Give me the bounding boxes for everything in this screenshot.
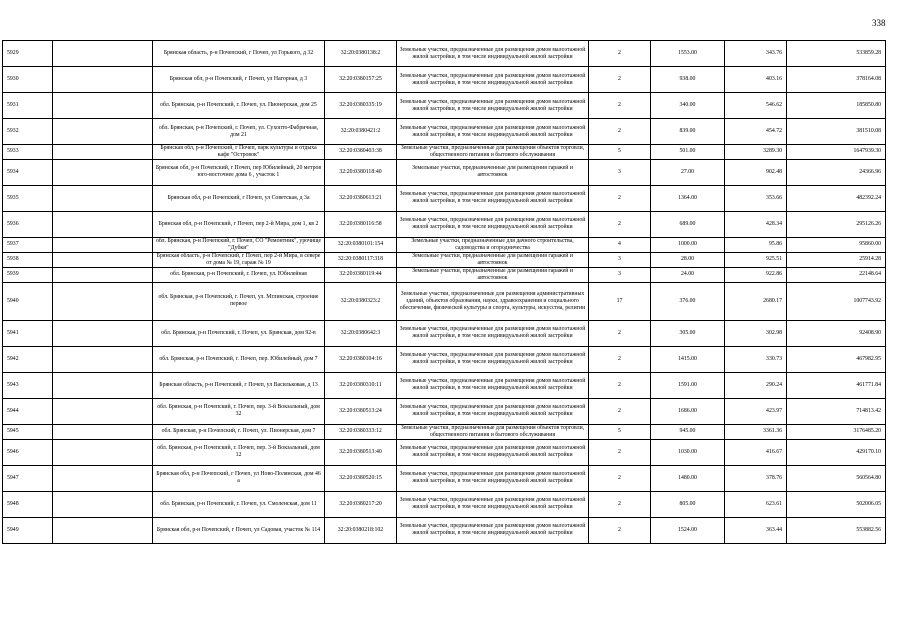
cadastral-number-cell: 32:20:0380119:44: [325, 267, 397, 282]
empty-cell: [53, 159, 153, 185]
table-row: [3, 211, 886, 237]
cadastral-number-cell: 32:20:0380323:2: [325, 282, 397, 320]
group-number-cell: 2: [589, 67, 651, 93]
address-cell: Брянская область, р-н Почепский, г Почеп, пер 2-й Мира, в севере от дома № 19, гараж № 19: [153, 252, 325, 267]
group-number-cell: 2: [589, 439, 651, 465]
empty-cell: [53, 185, 153, 211]
row-number: 5946: [3, 439, 53, 465]
land-use-cell: Земельные участки, предназначенные для размещения домов малоэтажной жилой застройки, в том числе индивидуальной жилой застройки: [397, 185, 589, 211]
address-cell: Брянская обл, р-н Почепский, г Почеп, ул Садовая, участок № 114: [153, 517, 325, 543]
address-cell: обл. Брянская, р-н Почепский, г. Почеп, ул. Пионерская, дом 25: [153, 93, 325, 119]
area-cell: 805.00: [651, 491, 725, 517]
specific-value-cell: 378.76: [725, 465, 787, 491]
row-number: 5936: [3, 211, 53, 237]
row-number: 5945: [3, 424, 53, 439]
land-use-cell: Земельные участки, предназначенные для размещения объектов торговли, общественного питания и бытового обслуживания: [397, 424, 589, 439]
specific-value-cell: 922.86: [725, 267, 787, 282]
row-number: 5931: [3, 93, 53, 119]
row-number: 5933: [3, 145, 53, 160]
specific-value-cell: 3361.36: [725, 424, 787, 439]
row-number: 5935: [3, 185, 53, 211]
area-cell: 945.00: [651, 424, 725, 439]
cadastral-value-cell: 1007743.92: [787, 282, 886, 320]
area-cell: 305.00: [651, 320, 725, 346]
cadastral-number-cell: 32:20:0380118:40: [325, 159, 397, 185]
land-use-cell: Земельные участки, предназначенные для размещения домов малоэтажной жилой застройки, в том числе индивидуальной жилой застройки: [397, 119, 589, 145]
cadastral-value-cell: 95860.00: [787, 237, 886, 252]
table-row: [3, 320, 886, 346]
empty-cell: [53, 267, 153, 282]
group-number-cell: 2: [589, 211, 651, 237]
table-row: [3, 517, 886, 543]
area-cell: 1364.00: [651, 185, 725, 211]
cadastral-number-cell: 32:20:0380642:3: [325, 320, 397, 346]
table-row: [3, 267, 886, 282]
specific-value-cell: 2680.17: [725, 282, 787, 320]
area-cell: 689.00: [651, 211, 725, 237]
address-cell: обл. Брянская, р-н Почепский, г. Почеп, ул. Смоленская, дом 11: [153, 491, 325, 517]
address-cell: Брянская обл, р-н Почепский, г Почеп, пер Юбилейный, 20 метров юго-восточнее дома 6 , участок 1: [153, 159, 325, 185]
table-row: [3, 237, 886, 252]
group-number-cell: 2: [589, 93, 651, 119]
land-use-cell: Земельные участки, предназначенные для размещения домов малоэтажной жилой застройки, в том числе индивидуальной жилой застройки: [397, 465, 589, 491]
area-cell: 1686.00: [651, 398, 725, 424]
cadastral-value-cell: 295126.26: [787, 211, 886, 237]
group-number-cell: 2: [589, 185, 651, 211]
area-cell: 1591.00: [651, 372, 725, 398]
address-cell: обл. Брянская, р-н Почепский, г. Почеп, ул. Сухопто-Фабричная, дом 21: [153, 119, 325, 145]
land-use-cell: Земельные участки, предназначенные для размещения домов малоэтажной жилой застройки, в том числе индивидуальной жилой застройки: [397, 372, 589, 398]
group-number-cell: 4: [589, 237, 651, 252]
group-number-cell: 2: [589, 320, 651, 346]
table-row: [3, 93, 886, 119]
area-cell: 1524.00: [651, 517, 725, 543]
address-cell: Брянская обл, р-н Почепский, г Почеп, пер 2-й Мира, дом 1, кв 2: [153, 211, 325, 237]
group-number-cell: 2: [589, 372, 651, 398]
row-number: 5943: [3, 372, 53, 398]
empty-cell: [53, 517, 153, 543]
specific-value-cell: 902.48: [725, 159, 787, 185]
address-cell: обл. Брянская, р-н Почепский, г. Почеп, ул. Юбилейная: [153, 267, 325, 282]
address-cell: обл. Брянская, р-н Почепский, г. Почеп, ул. Мглинская, строение первое: [153, 282, 325, 320]
cadastral-number-cell: 32:20:0380310:11: [325, 372, 397, 398]
specific-value-cell: 3289.30: [725, 145, 787, 160]
cadastral-value-cell: 482392.24: [787, 185, 886, 211]
area-cell: 1000.00: [651, 237, 725, 252]
land-use-cell: Земельные участки, предназначенные для размещения домов малоэтажной жилой застройки, в том числе индивидуальной жилой застройки: [397, 398, 589, 424]
group-number-cell: 2: [589, 491, 651, 517]
cadastral-number-cell: 32:20:0380403:38: [325, 145, 397, 160]
area-cell: 1415.00: [651, 346, 725, 372]
cadastral-number-cell: 32:20:0380613:21: [325, 185, 397, 211]
group-number-cell: 2: [589, 517, 651, 543]
empty-cell: [53, 252, 153, 267]
row-number: 5937: [3, 237, 53, 252]
address-cell: обл. Брянская, р-н Почепский, г. Почеп, пер. 3-й Вокзальный, дом 12: [153, 439, 325, 465]
cadastral-value-cell: 185850.80: [787, 93, 886, 119]
group-number-cell: 5: [589, 424, 651, 439]
cadastral-value-cell: 22148.64: [787, 267, 886, 282]
table-row: [3, 372, 886, 398]
land-use-cell: Земельные участки, предназначенные для размещения гаражей и автостоянок: [397, 252, 589, 267]
table-row: [3, 119, 886, 145]
cadastral-number-cell: 32:20:0380157:25: [325, 67, 397, 93]
empty-cell: [53, 372, 153, 398]
empty-cell: [53, 439, 153, 465]
address-cell: Брянская обл, р-н Почепский, г Почеп, парк культуры и отдыха кафе "Островок": [153, 145, 325, 160]
group-number-cell: 3: [589, 267, 651, 282]
row-number: 5942: [3, 346, 53, 372]
table-row: [3, 439, 886, 465]
page-number: 338: [872, 18, 886, 28]
address-cell: обл. Брянская, р-н Почепский, г. Почеп, ул. Брянская, дом 92-в: [153, 320, 325, 346]
address-cell: Брянская область, р-н Почепский, г Почеп, ул Васильковая, д 13: [153, 372, 325, 398]
cadastral-number-cell: 32:20:0380520:15: [325, 465, 397, 491]
cadastral-value-cell: 1647939.30: [787, 145, 886, 160]
table-row: [3, 41, 886, 67]
area-cell: 839.00: [651, 119, 725, 145]
table-row: [3, 185, 886, 211]
cadastral-value-cell: 24366.96: [787, 159, 886, 185]
table-row: [3, 465, 886, 491]
cadastral-number-cell: 32:20:0380217:20: [325, 491, 397, 517]
table-row: [3, 252, 886, 267]
cadastral-value-cell: 378164.08: [787, 67, 886, 93]
row-number: 5949: [3, 517, 53, 543]
empty-cell: [53, 41, 153, 67]
group-number-cell: 2: [589, 119, 651, 145]
address-cell: Брянская обл, р-н Почепский, г Почеп, ул Советская, д 3а: [153, 185, 325, 211]
cadastral-number-cell: 32:20:0380138:2: [325, 41, 397, 67]
area-cell: 1030.00: [651, 439, 725, 465]
empty-cell: [53, 424, 153, 439]
table-row: [3, 491, 886, 517]
empty-cell: [53, 320, 153, 346]
land-use-cell: Земельные участки, предназначенные для размещения домов малоэтажной жилой застройки, в том числе индивидуальной жилой застройки: [397, 41, 589, 67]
group-number-cell: 3: [589, 159, 651, 185]
cadastral-value-cell: 553882.56: [787, 517, 886, 543]
empty-cell: [53, 237, 153, 252]
cadastral-number-cell: 32:20:0380513:40: [325, 439, 397, 465]
empty-cell: [53, 211, 153, 237]
table-row: [3, 282, 886, 320]
area-cell: 1480.00: [651, 465, 725, 491]
specific-value-cell: 546.62: [725, 93, 787, 119]
row-number: 5938: [3, 252, 53, 267]
empty-cell: [53, 119, 153, 145]
empty-cell: [53, 93, 153, 119]
row-number: 5929: [3, 41, 53, 67]
cadastral-number-cell: 32:20:0380116:58: [325, 211, 397, 237]
specific-value-cell: 428.34: [725, 211, 787, 237]
land-use-cell: Земельные участки, предназначенные для размещения домов малоэтажной жилой застройки, в том числе индивидуальной жилой застройки: [397, 439, 589, 465]
land-use-cell: Земельные участки, предназначенные для размещения домов малоэтажной жилой застройки, в том числе индивидуальной жилой застройки: [397, 67, 589, 93]
empty-cell: [53, 491, 153, 517]
specific-value-cell: 330.73: [725, 346, 787, 372]
group-number-cell: 2: [589, 346, 651, 372]
cadastral-number-cell: 32:20:0380104:16: [325, 346, 397, 372]
land-use-cell: Земельные участки, предназначенные для дачного строительства, садоводства и огородничества: [397, 237, 589, 252]
specific-value-cell: 423.97: [725, 398, 787, 424]
row-number: 5930: [3, 67, 53, 93]
land-use-cell: Земельные участки, предназначенные для размещения административных зданий, объектов образования, науки, здравоохранения и социального обеспечения, физической культуры и спорта, культуры, искусства, религии: [397, 282, 589, 320]
cadastral-value-cell: 467982.95: [787, 346, 886, 372]
area-cell: 28.00: [651, 252, 725, 267]
area-cell: 376.00: [651, 282, 725, 320]
cadastral-number-cell: 32:20:0380513:24: [325, 398, 397, 424]
address-cell: обл. Брянская, р-н Почепский, г. Почеп, пер. 3-й Вокзальный, дом 32: [153, 398, 325, 424]
row-number: 5948: [3, 491, 53, 517]
row-number: 5940: [3, 282, 53, 320]
cadastral-value-table: [2, 40, 886, 544]
specific-value-cell: 925.51: [725, 252, 787, 267]
land-use-cell: Земельные участки, предназначенные для размещения домов малоэтажной жилой застройки, в том числе индивидуальной жилой застройки: [397, 346, 589, 372]
specific-value-cell: 363.44: [725, 517, 787, 543]
address-cell: обл. Брянская, р-н Почепский, г. Почеп, пер. Юбилейный, дом 7: [153, 346, 325, 372]
empty-cell: [53, 465, 153, 491]
cadastral-number-cell: 32:20:0380421:2: [325, 119, 397, 145]
address-cell: обл. Брянская, р-н Почепский, г. Почеп, ул. Пионерская, дом 7: [153, 424, 325, 439]
address-cell: Брянская обл, р-н Почепский, г Почеп, ул Ново-Полянская, дом 46 а: [153, 465, 325, 491]
table-row: [3, 67, 886, 93]
land-use-cell: Земельные участки, предназначенные для размещения домов малоэтажной жилой застройки, в том числе индивидуальной жилой застройки: [397, 320, 589, 346]
land-use-cell: Земельные участки, предназначенные для размещения домов малоэтажной жилой застройки, в том числе индивидуальной жилой застройки: [397, 491, 589, 517]
area-cell: 27.00: [651, 159, 725, 185]
cadastral-value-cell: 461771.84: [787, 372, 886, 398]
area-cell: 24.00: [651, 267, 725, 282]
land-use-cell: Земельные участки, предназначенные для размещения гаражей и автостоянок: [397, 159, 589, 185]
address-cell: обл. Брянская, р-н Почепский, г. Почеп, СО "Ремонтник", урочище "Дубки": [153, 237, 325, 252]
land-use-cell: Земельные участки, предназначенные для размещения гаражей и автостоянок: [397, 267, 589, 282]
group-number-cell: 5: [589, 145, 651, 160]
cadastral-number-cell: 32:20:0380333:12: [325, 424, 397, 439]
cadastral-value-cell: 533859.28: [787, 41, 886, 67]
land-use-cell: Земельные участки, предназначенные для размещения объектов торговли, общественного питания и бытового обслуживания: [397, 145, 589, 160]
land-use-cell: Земельные участки, предназначенные для размещения домов малоэтажной жилой застройки, в том числе индивидуальной жилой застройки: [397, 517, 589, 543]
cadastral-value-cell: 714813.42: [787, 398, 886, 424]
specific-value-cell: 95.86: [725, 237, 787, 252]
empty-cell: [53, 398, 153, 424]
cadastral-value-cell: 429170.10: [787, 439, 886, 465]
area-cell: 1553.00: [651, 41, 725, 67]
cadastral-value-cell: 381510.08: [787, 119, 886, 145]
specific-value-cell: 454.72: [725, 119, 787, 145]
specific-value-cell: 623.61: [725, 491, 787, 517]
row-number: 5944: [3, 398, 53, 424]
group-number-cell: 3: [589, 252, 651, 267]
specific-value-cell: 343.76: [725, 41, 787, 67]
row-number: 5939: [3, 267, 53, 282]
group-number-cell: 2: [589, 398, 651, 424]
cadastral-number-cell: 32:20:0380117:318: [325, 252, 397, 267]
area-cell: 938.00: [651, 67, 725, 93]
cadastral-value-cell: 92408.90: [787, 320, 886, 346]
empty-cell: [53, 282, 153, 320]
address-cell: Брянская область, р-н Почепский, г Почеп, ул Горького, д 32: [153, 41, 325, 67]
land-use-cell: Земельные участки, предназначенные для размещения домов малоэтажной жилой застройки, в том числе индивидуальной жилой застройки: [397, 211, 589, 237]
specific-value-cell: 403.16: [725, 67, 787, 93]
cadastral-number-cell: 32:20:0380335:19: [325, 93, 397, 119]
specific-value-cell: 353.66: [725, 185, 787, 211]
empty-cell: [53, 145, 153, 160]
empty-cell: [53, 346, 153, 372]
table-row: [3, 424, 886, 439]
cadastral-value-cell: 560564.80: [787, 465, 886, 491]
group-number-cell: 2: [589, 465, 651, 491]
table-row: [3, 346, 886, 372]
group-number-cell: 17: [589, 282, 651, 320]
cadastral-number-cell: 32:20:0380218:102: [325, 517, 397, 543]
cadastral-value-cell: 3176485.20: [787, 424, 886, 439]
group-number-cell: 2: [589, 41, 651, 67]
table-row: [3, 145, 886, 160]
empty-cell: [53, 67, 153, 93]
cadastral-number-cell: 32:20:0380101:154: [325, 237, 397, 252]
land-use-cell: Земельные участки, предназначенные для размещения домов малоэтажной жилой застройки, в том числе индивидуальной жилой застройки: [397, 93, 589, 119]
address-cell: Брянская обл, р-н Почепский, г Почеп, ул Нагорная, д 3: [153, 67, 325, 93]
row-number: 5941: [3, 320, 53, 346]
row-number: 5934: [3, 159, 53, 185]
area-cell: 340.00: [651, 93, 725, 119]
specific-value-cell: 302.98: [725, 320, 787, 346]
specific-value-cell: 416.67: [725, 439, 787, 465]
area-cell: 501.00: [651, 145, 725, 160]
specific-value-cell: 290.24: [725, 372, 787, 398]
row-number: 5947: [3, 465, 53, 491]
cadastral-value-cell: 25914.28: [787, 252, 886, 267]
row-number: 5932: [3, 119, 53, 145]
table-row: [3, 398, 886, 424]
table-row: [3, 159, 886, 185]
cadastral-value-cell: 502006.05: [787, 491, 886, 517]
